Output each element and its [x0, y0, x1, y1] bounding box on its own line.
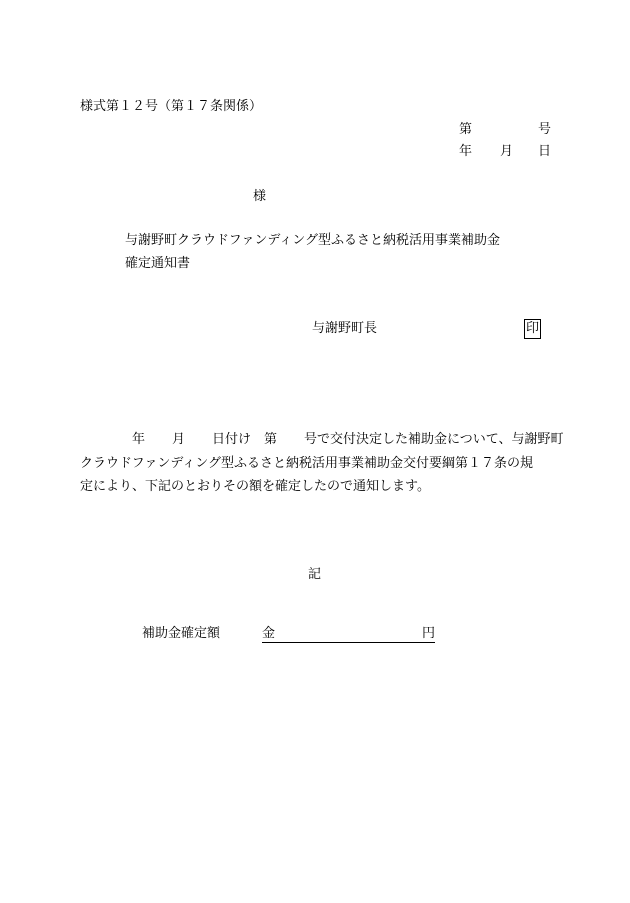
body-month-label: 月: [172, 432, 186, 447]
date-year-label: 年: [459, 144, 473, 159]
body-line-2: クラウドファンディング型ふるさと納税活用事業補助金交付要綱第１７条の規: [80, 456, 534, 471]
amount-field: [262, 626, 435, 643]
date-month-label: 月: [500, 144, 514, 159]
subject-line-2: 確定通知書: [125, 256, 191, 271]
amount-label: 補助金確定額: [142, 626, 221, 641]
ki-heading: 記: [308, 567, 322, 582]
document-number-suffix: 号: [537, 122, 551, 137]
body-year-label: 年: [132, 432, 146, 447]
amount-prefix: 金: [262, 626, 276, 641]
recipient-honorific: 様: [253, 189, 267, 204]
seal-mark: 印: [524, 319, 541, 339]
body-line1-rest: 号で交付決定した補助金について、与謝野町: [304, 432, 564, 447]
body-line-3: 定により、下記のとおりその額を確定したので通知します。: [80, 479, 430, 494]
document-number-prefix: 第: [459, 122, 473, 137]
body-number-prefix: 第: [264, 432, 278, 447]
amount-suffix: 円: [421, 626, 435, 641]
subject-line-1: 与謝野町クラウドファンディング型ふるさと納税活用事業補助金: [125, 233, 501, 248]
date-day-label: 日: [537, 144, 551, 159]
body-day-label: 日付け: [212, 432, 252, 447]
form-number: 様式第１２号（第１７条関係）: [80, 99, 263, 114]
issuer-name: 与謝野町長: [312, 321, 378, 336]
